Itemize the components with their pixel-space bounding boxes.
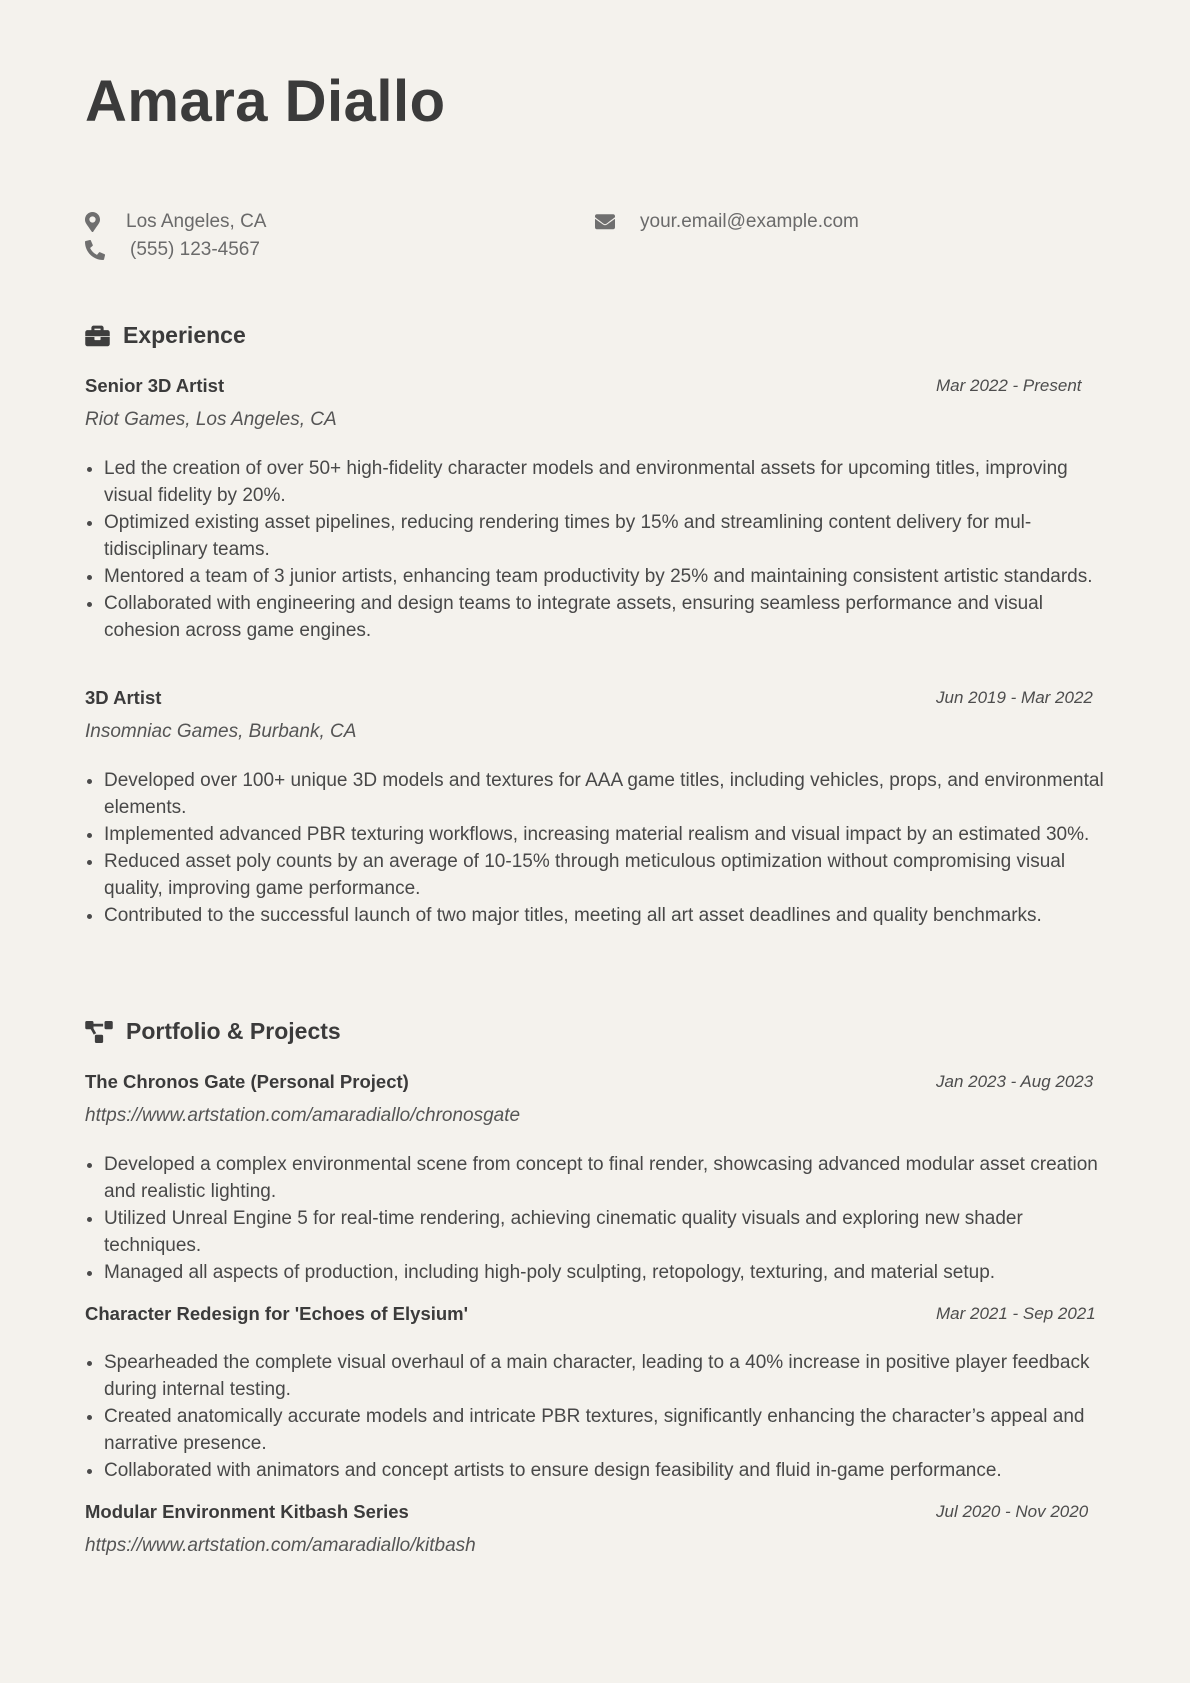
projects-title: Portfolio & Projects [126, 1018, 341, 1044]
list-item: Optimized existing asset pipelines, reducing rendering times by 15% and streamlining content delivery for multidisciplinary teams. [85, 509, 1110, 563]
location-text: Los Angeles, CA [126, 211, 267, 232]
list-item: Reduced asset poly counts by an average of 10-15% through meticulous optimization without compromising visual quality, improving game performance. [85, 848, 1110, 902]
list-item: Collaborated with engineering and design teams to integrate assets, ensuring seamless performance and visual cohesion across game engines. [85, 590, 1110, 644]
list-item: Collaborated with animators and concept artists to ensure design feasibility and fluid in-game performance. [85, 1457, 1110, 1484]
project-diagram-icon [85, 1021, 113, 1043]
list-item: Led the creation of over 50+ high-fidelity character models and environmental assets for upcoming titles, improving visual fidelity by 20%. [85, 455, 1110, 509]
list-item: Mentored a team of 3 junior artists, enhancing team productivity by 25% and maintaining consistent artistic standards. [85, 563, 1110, 590]
phone-text: (555) 123-4567 [130, 239, 260, 260]
list-item: Developed over 100+ unique 3D models and textures for AAA game titles, including vehicles, props, and environmental elements. [85, 767, 1110, 821]
list-item: Managed all aspects of production, including high-poly sculpting, retopology, texturing, and material setup. [85, 1259, 1110, 1286]
project-link[interactable]: https://www.artstation.com/amaradiallo/kitbash [85, 1535, 476, 1556]
project-bullets [85, 1151, 1110, 1286]
projects-section-heading [85, 1018, 341, 1045]
envelope-icon [595, 214, 615, 230]
project-link[interactable]: https://www.artstation.com/amaradiallo/chronosgate [85, 1105, 521, 1126]
job-company: Insomniac Games, Burbank, CA [85, 721, 357, 742]
job-bullets [85, 455, 1110, 644]
project-header [85, 1071, 1105, 1093]
contact-phone [85, 239, 260, 261]
project-title: Character Redesign for 'Echoes of Elysium' [85, 1303, 469, 1324]
project-date: Jan 2023 - Aug 2023 [936, 1072, 1094, 1091]
list-item: Spearheaded the complete visual overhaul of a main character, leading to a 40% increase in positive player feedback during internal testing. [85, 1349, 1110, 1403]
job-date: Jun 2019 - Mar 2022 [936, 688, 1093, 707]
contact-location [85, 211, 266, 233]
project-title: Modular Environment Kitbash Series [85, 1501, 409, 1522]
project-header [85, 1303, 1105, 1325]
project-bullets [85, 1349, 1110, 1484]
phone-icon [85, 240, 105, 260]
job-title: Senior 3D Artist [85, 375, 225, 396]
job-date: Mar 2022 - Present [936, 376, 1082, 395]
job-header [85, 375, 1105, 397]
contact-email [595, 211, 859, 233]
list-item: Contributed to the successful launch of two major titles, meeting all art asset deadlines and quality benchmarks. [85, 902, 1110, 929]
job-title: 3D Artist [85, 687, 162, 708]
list-item: Implemented advanced PBR texturing workflows, increasing material realism and visual impact by an estimated 30%. [85, 821, 1110, 848]
list-item: Developed a complex environmental scene from concept to final render, showcasing advanced modular asset creation and realistic lighting. [85, 1151, 1110, 1205]
job-bullets [85, 767, 1110, 929]
job-header [85, 687, 1105, 709]
list-item: Created anatomically accurate models and intricate PBR textures, significantly enhancing the character’s appeal and narrative presence. [85, 1403, 1110, 1457]
briefcase-icon [85, 325, 110, 347]
project-date: Jul 2020 - Nov 2020 [936, 1502, 1089, 1521]
experience-section-heading [85, 322, 246, 349]
candidate-name: Amara Diallo [85, 69, 446, 134]
experience-title: Experience [123, 322, 246, 348]
job-company: Riot Games, Los Angeles, CA [85, 409, 337, 430]
email-text: your.email@example.com [640, 211, 859, 232]
map-marker-icon [85, 212, 100, 232]
project-header [85, 1501, 1105, 1523]
project-date: Mar 2021 - Sep 2021 [936, 1304, 1096, 1323]
project-title: The Chronos Gate (Personal Project) [85, 1071, 409, 1092]
list-item: Utilized Unreal Engine 5 for real-time rendering, achieving cinematic quality visuals and exploring new shader techniques. [85, 1205, 1110, 1259]
